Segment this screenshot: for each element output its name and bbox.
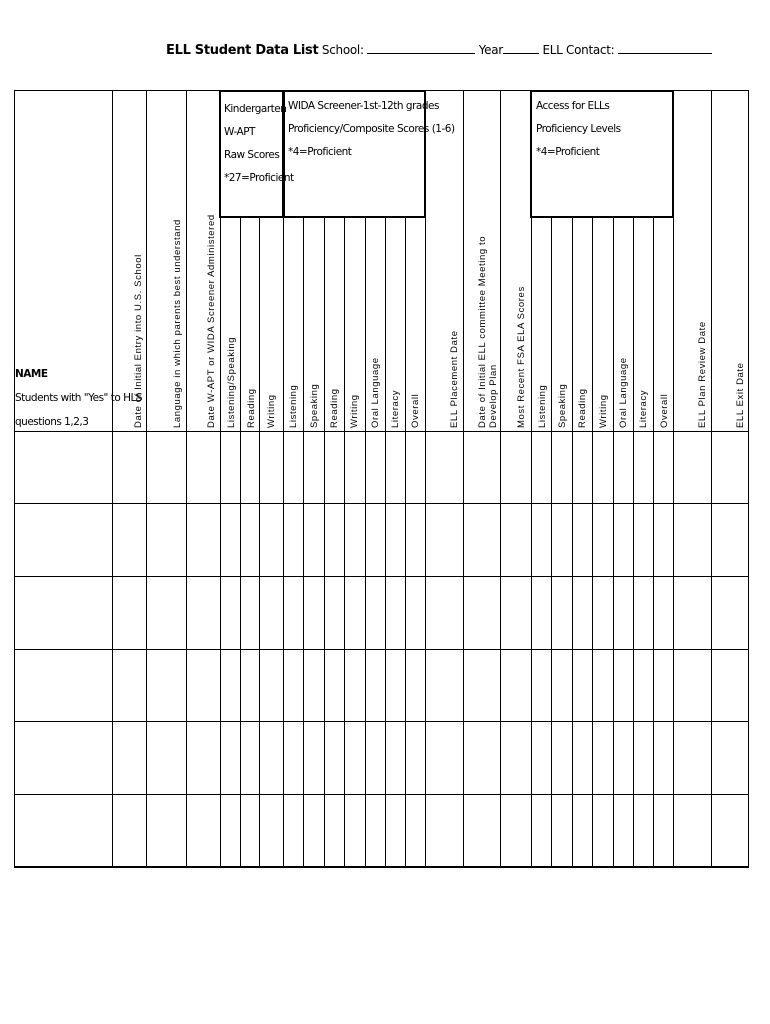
col-header-a-listening: Listening [537,384,548,428]
name-column-header [15,362,142,434]
kindergarten-line: Raw Scores [224,149,280,161]
col-line [14,90,15,867]
kindergarten-line: Kindergarten [224,103,287,115]
name-title: NAME [15,368,48,380]
sub-col-line [344,216,345,867]
col-line [186,90,187,867]
sub-col-line [365,216,366,867]
col-header-k-reading: Reading [246,388,257,428]
wida-line: Proficiency/Composite Scores (1-6) [288,123,455,135]
col-header-a-writing: Writing [598,394,609,428]
sub-col-line [613,216,614,867]
sub-col-line [592,216,593,867]
col-header-w-oral: Oral Language [370,357,381,428]
year-label: Year [478,43,503,57]
col-header-w-overall: Overall [410,393,421,428]
kindergarten-line: *27=Proficient [224,172,294,184]
col-line [463,90,464,867]
col-header-plan-review: ELL Plan Review Date [697,321,708,428]
name-subtitle: questions 1,2,3 [15,416,89,428]
sub-col-line [405,216,406,867]
sub-col-line [324,216,325,867]
wida-group-label [288,95,455,164]
school-label: School: [321,43,364,57]
col-header-date-screener: Date W-APT or WIDA Screener Administered [206,214,217,428]
sub-col-line [303,216,304,867]
col-header-k-writing: Writing [266,394,277,428]
col-header-a-oral: Oral Language [618,357,629,428]
col-header-a-reading: Reading [577,388,588,428]
col-line [500,90,501,867]
col-header-fsa: Most Recent FSA ELA Scores [516,286,527,428]
row-line-2 [14,576,749,577]
table-bottom-border [14,866,749,868]
access-line: *4=Proficient [536,146,600,158]
kindergarten-line: W-APT [224,126,255,138]
col-header-k-listening-speaking: Listening/Speaking [226,336,237,428]
col-header-placement-date: ELL Placement Date [449,330,460,428]
wida-line: *4=Proficient [288,146,352,158]
col-header-language: Language in which parents best understand [172,219,183,428]
col-header-committee-line1: Date of Initial ELL committee Meeting to [477,235,488,428]
col-header-w-literacy: Literacy [390,389,401,428]
sub-col-line [259,216,260,867]
col-header-date-entry: Date of Initial Entry into U.S. School [133,254,144,428]
sub-col-line [385,216,386,867]
col-line [146,90,147,867]
access-line: Access for ELLs [536,100,610,112]
row-line-3 [14,649,749,650]
col-header-a-speaking: Speaking [557,383,568,428]
row-line-1 [14,503,749,504]
col-header-a-literacy: Literacy [638,389,649,428]
sub-col-line [572,216,573,867]
col-header-exit-date: ELL Exit Date [735,362,746,428]
col-line [711,90,712,867]
sub-col-line [551,216,552,867]
col-header-w-listening: Listening [288,384,299,428]
col-header-a-overall: Overall [659,393,670,428]
kindergarten-group-label [224,98,294,190]
row-line-4 [14,721,749,722]
access-line: Proficiency Levels [536,123,621,135]
col-header-committee-line2: Develop Plan [488,364,499,428]
row-line-5 [14,794,749,795]
wida-line: WIDA Screener-1st-12th grades [288,100,439,112]
col-header-w-speaking: Speaking [309,383,320,428]
access-group-label [536,95,621,164]
sub-col-line [653,216,654,867]
col-line [112,90,113,867]
col-header-w-reading: Reading [329,388,340,428]
contact-label: ELL Contact: [542,43,615,57]
sub-col-line [633,216,634,867]
title-text: ELL Student Data List [166,43,319,58]
name-subtitle: Students with "Yes" to HLS [15,392,142,404]
sub-col-line [240,216,241,867]
col-header-w-writing: Writing [349,394,360,428]
col-line [748,90,749,867]
